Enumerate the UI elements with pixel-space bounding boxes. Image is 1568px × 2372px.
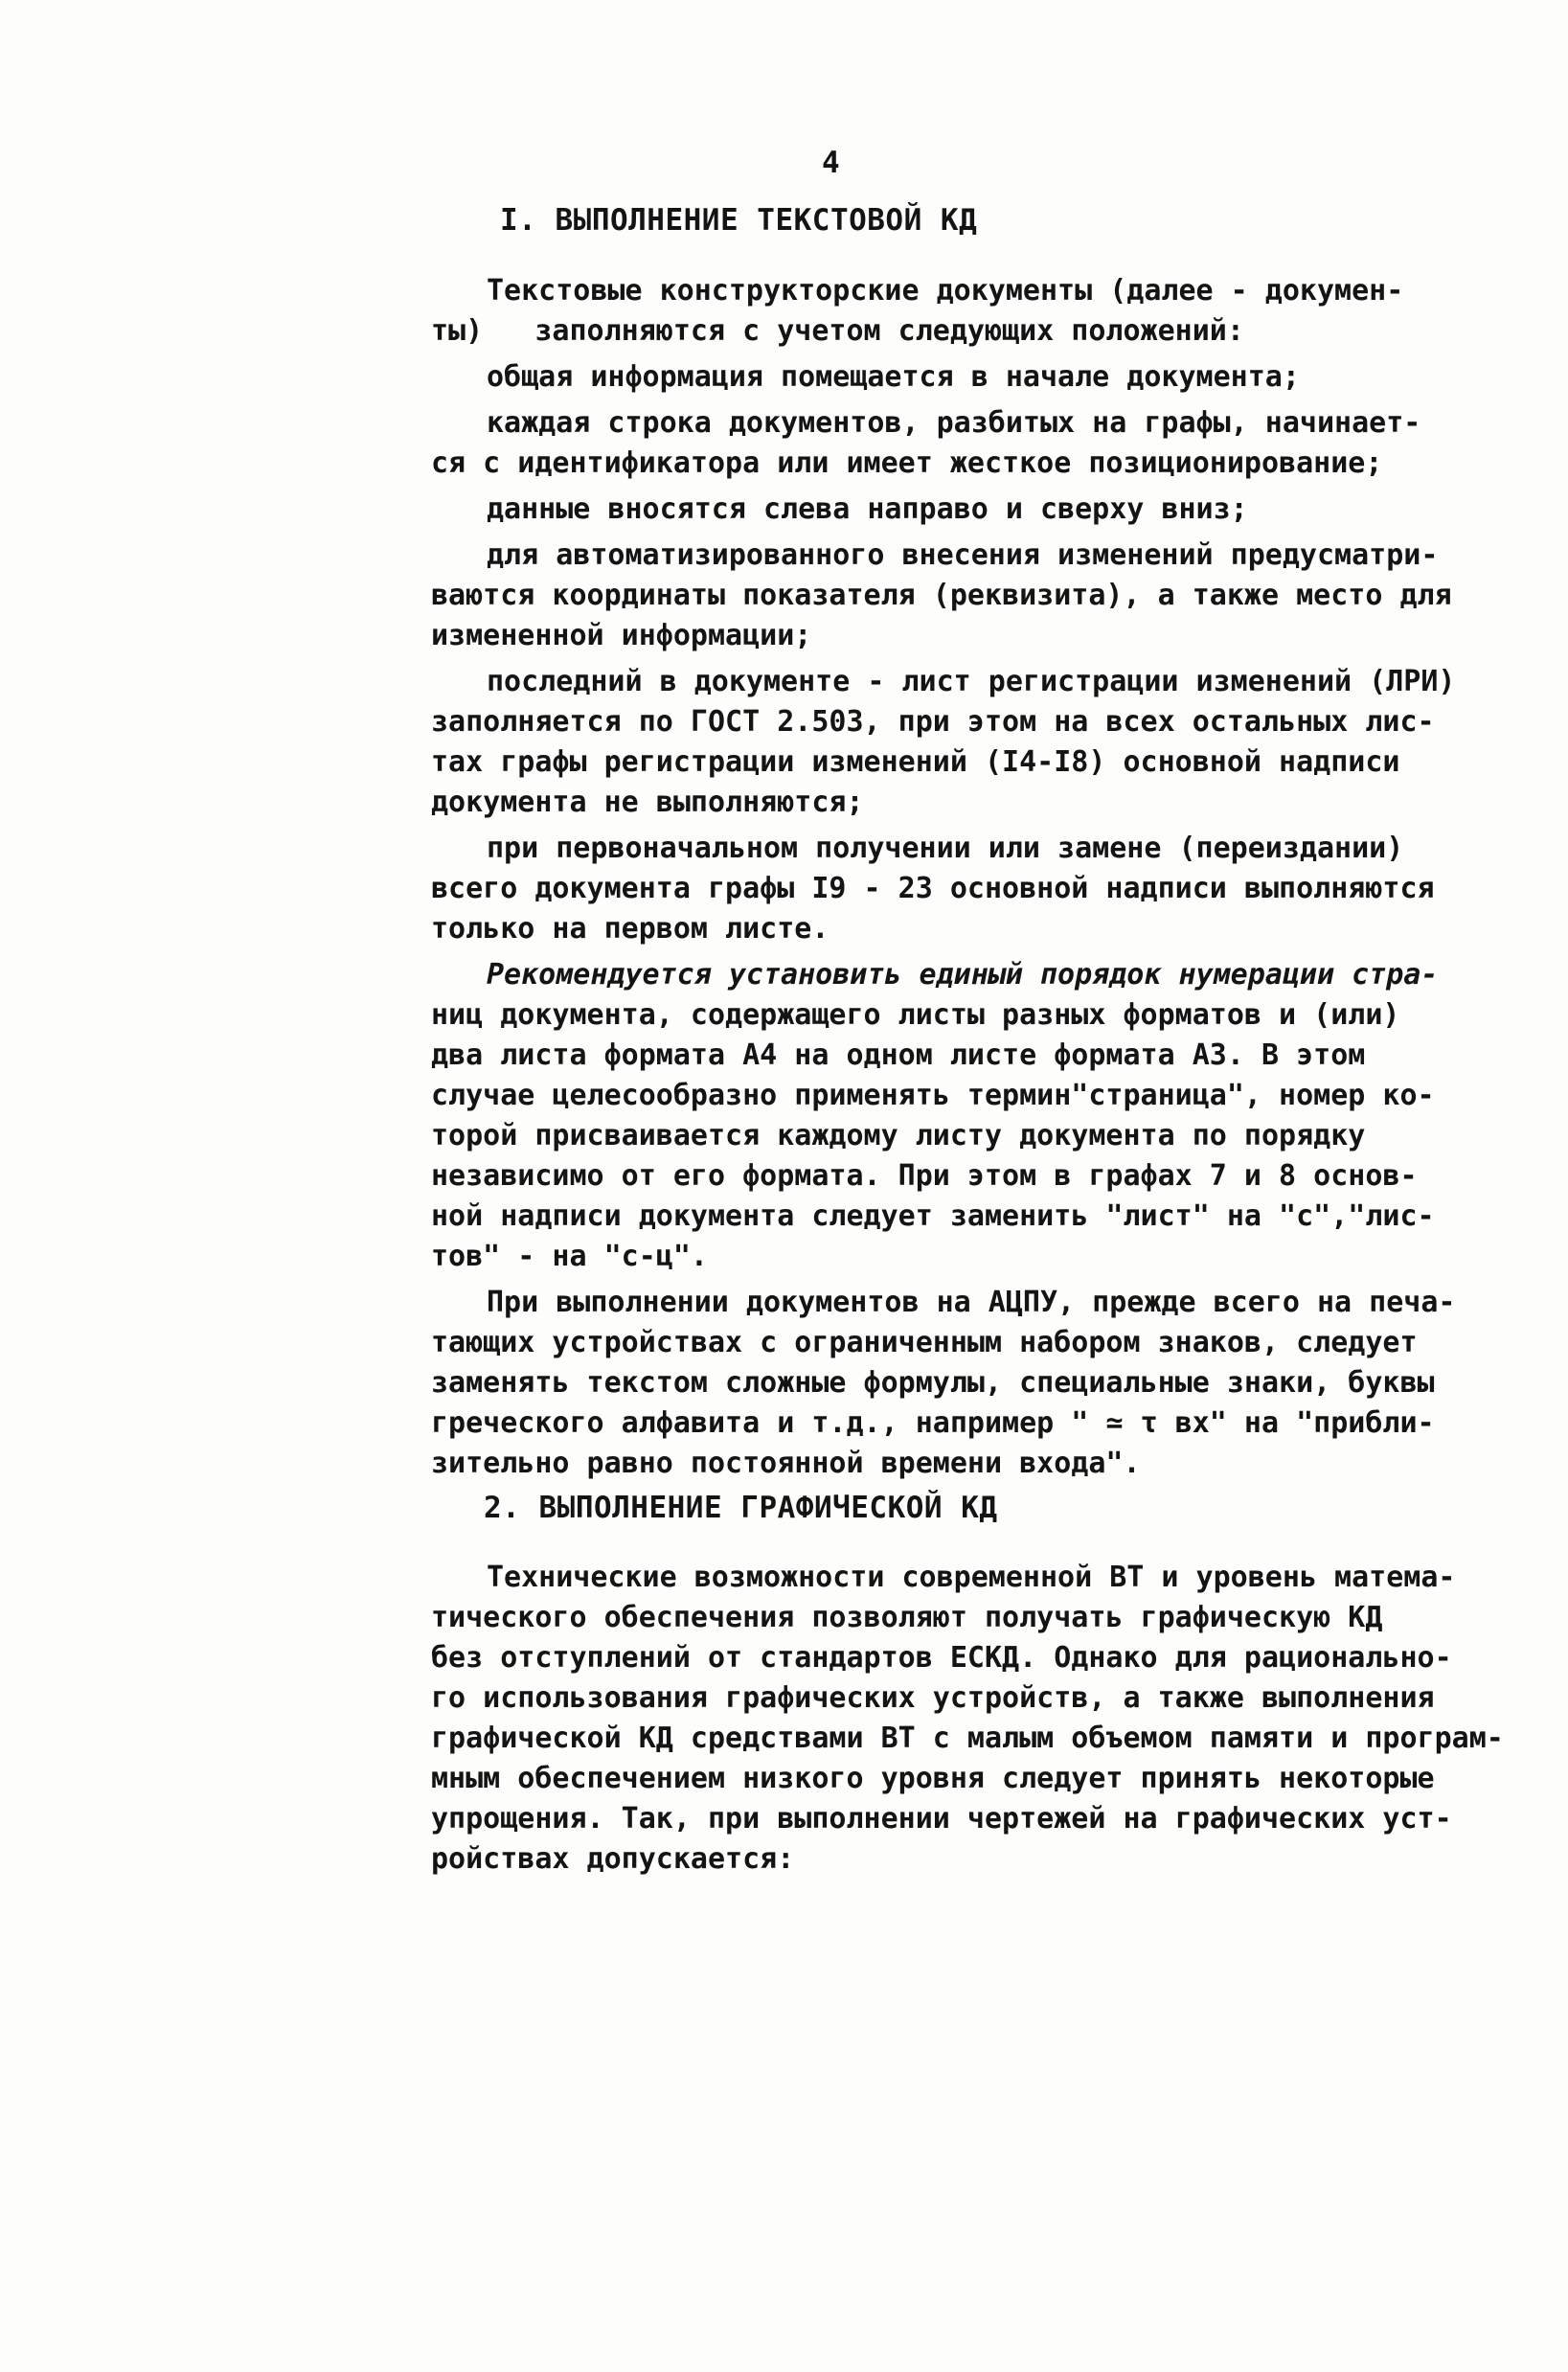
section-1-body: [431, 271, 1456, 1484]
text-line: документа не выполняются;: [431, 786, 864, 819]
text-line: упрощения. Так, при выполнении чертежей на графических уст-: [431, 1802, 1452, 1836]
text-line: Технические возможности современной ВТ и уровень матема-: [487, 1561, 1456, 1594]
section-1-heading: I. ВЫПОЛНЕНИЕ ТЕКСТОВОЙ КД: [500, 203, 978, 238]
text-line: зительно равно постоянной времени входа".: [431, 1447, 1141, 1480]
text-line: каждая строка документов, разбитых на графы, начинает-: [487, 406, 1421, 440]
text-line: независимо от его формата. При этом в графах 7 и 8 основ-: [431, 1159, 1418, 1193]
section-2-heading: 2. ВЫПОЛНЕНИЕ ГРАФИЧЕСКОЙ КД: [484, 1491, 998, 1525]
text-line: ной надписи документа следует заменить "лист" на "с","лис-: [431, 1199, 1435, 1233]
text-line: ниц документа, содержащего листы разных форматов и (или): [431, 998, 1400, 1032]
text-line: Рекомендуется установить единый порядок нумерации стра-: [487, 958, 1439, 992]
text-line: тах графы регистрации изменений (I4-I8) основной надписи: [431, 745, 1400, 779]
text-line: заменять текстом сложные формулы, специальные знаки, буквы: [431, 1366, 1435, 1400]
text-line: общая информация помещается в начале документа;: [487, 360, 1300, 394]
text-line: данные вносятся слева направо и сверху вниз;: [487, 492, 1248, 526]
text-line: последний в документе - лист регистрации изменений (ЛРИ): [487, 665, 1456, 698]
text-line: без отступлений от стандартов ЕСКД. Однако для рационально-: [431, 1641, 1452, 1675]
text-line: графической КД средствами ВТ с малым объемом памяти и програм-: [431, 1722, 1504, 1755]
text-line: случае целесообразно применять термин"страница", номер ко-: [431, 1079, 1435, 1112]
text-line: При выполнении документов на АЦПУ, прежде всего на печа-: [487, 1286, 1456, 1319]
text-line: греческого алфавита и т.д., например " ≃ τ вх" на "прибли-: [431, 1406, 1435, 1440]
page-number: 4: [822, 146, 840, 180]
section-2-body: [431, 1558, 1504, 1880]
text-line: всего документа графы I9 - 23 основной надписи выполняются: [431, 872, 1435, 905]
text-line: только на первом листе.: [431, 912, 829, 946]
text-line: го использования графических устройств, а также выполнения: [431, 1681, 1435, 1715]
text-line: ся с идентификатора или имеет жесткое позиционирование;: [431, 446, 1383, 480]
text-line: мным обеспечением низкого уровня следует принять некоторые: [431, 1762, 1435, 1795]
text-line: при первоначальном получении или замене (переиздании): [487, 832, 1404, 865]
text-line: тов" - на "с-ц".: [431, 1240, 708, 1273]
text-line: ройствах допускается:: [431, 1842, 795, 1876]
text-line: Текстовые конструкторские документы (далее - докумен-: [487, 274, 1404, 308]
text-line: ты) заполняются с учетом следующих положений:: [431, 314, 1244, 348]
text-line: измененной информации;: [431, 619, 812, 652]
text-line: тического обеспечения позволяют получать графическую КД: [431, 1601, 1383, 1634]
text-line: тающих устройствах с ограниченным набором знаков, следует: [431, 1326, 1418, 1359]
text-line: два листа формата А4 на одном листе формата А3. В этом: [431, 1038, 1366, 1072]
text-line: для автоматизированного внесения изменений предусматри-: [487, 538, 1439, 572]
text-line: ваются координаты показателя (реквизита), а также место для: [431, 579, 1452, 612]
text-line: заполняется по ГОСТ 2.503, при этом на всех остальных лис-: [431, 705, 1435, 739]
text-line: торой присваивается каждому листу документа по порядку: [431, 1119, 1366, 1152]
